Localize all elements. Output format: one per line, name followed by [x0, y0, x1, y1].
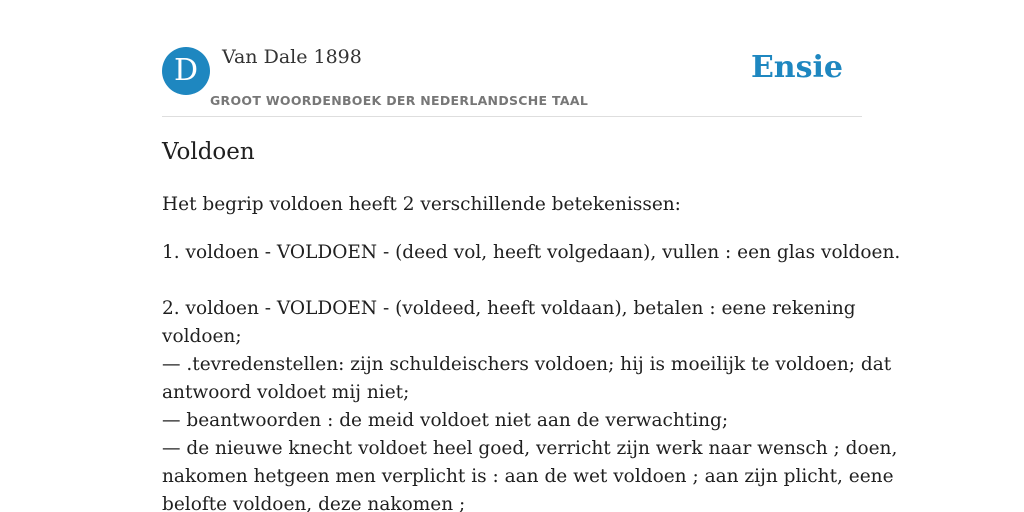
source-subtitle: GROOT WOORDENBOEK DER NEDERLANDSCHE TAAL	[210, 93, 589, 108]
source-avatar[interactable]: D	[162, 47, 210, 95]
source-title[interactable]: Van Dale 1898	[222, 46, 362, 68]
definition-separator	[162, 267, 862, 295]
definition-2	[162, 295, 898, 512]
entry-intro: Het begrip voldoen heeft 2 verschillende betekenissen:	[162, 194, 681, 215]
definition-line: 1. voldoen - VOLDOEN - (deed vol, heeft volgedaan), vullen : een glas voldoen.	[162, 242, 901, 263]
definition-1	[162, 239, 901, 267]
header	[162, 0, 862, 117]
definition-line: nakomen hetgeen men verplicht is : aan de wet voldoen ; aan zijn plicht, eene	[162, 466, 894, 487]
definition-line: belofte voldoen, deze nakomen ;	[162, 494, 466, 512]
definitions	[162, 239, 901, 512]
page	[162, 0, 901, 512]
definition-line: 2. voldoen - VOLDOEN - (voldeed, heeft voldaan), betalen : eene rekening	[162, 298, 856, 319]
entry-title: Voldoen	[162, 139, 255, 165]
brand-logo[interactable]: Ensie	[750, 50, 843, 85]
definition-line: antwoord voldoet mij niet;	[162, 382, 410, 403]
definition-line: — beantwoorden : de meid voldoet niet aan de verwachting;	[162, 410, 729, 431]
definition-line: — .tevredenstellen: zijn schuldeischers voldoen; hij is moeilijk te voldoen; dat	[162, 354, 892, 375]
definition-line: voldoen;	[162, 326, 242, 347]
definition-line: — de nieuwe knecht voldoet heel goed, verricht zijn werk naar wensch ; doen,	[162, 438, 898, 459]
